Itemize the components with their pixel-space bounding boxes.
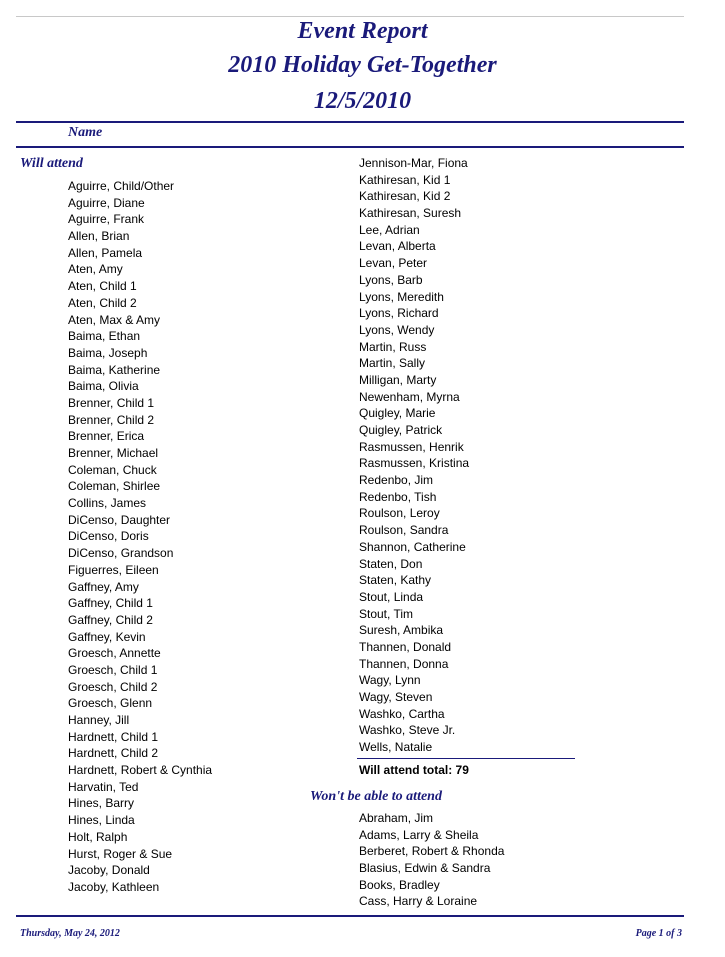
attendee-name: Aguirre, Child/Other: [68, 179, 175, 193]
will-attend-group-label: Will attend: [20, 156, 83, 171]
attendee-name: Groesch, Annette: [68, 646, 161, 661]
attendee-name: Blasius, Edwin & Sandra: [359, 861, 491, 876]
attendee-name: Newenham, Myrna: [359, 389, 460, 404]
attendee-name: Thannen, Donald: [359, 639, 452, 654]
attendee-name: Brenner, Child 1: [68, 395, 155, 410]
attendee-name: Lyons, Meredith: [359, 289, 444, 304]
will-attend-total: Will attend total: 79: [359, 763, 469, 777]
attendee-name: Rasmussen, Kristina: [359, 456, 470, 471]
attendee-name: Hardnett, Child 2: [68, 746, 159, 761]
attendee-name: Aguirre, Frank: [68, 212, 145, 227]
attendee-name: Jennison-Mar, Fiona: [359, 156, 468, 170]
will-attend-list-column-1: [68, 178, 212, 896]
attendee-name: Aten, Child 2: [68, 295, 137, 310]
report-title: Event Report: [297, 18, 428, 44]
attendee-name: Martin, Russ: [359, 339, 427, 354]
attendee-name: Hardnett, Robert & Cynthia: [68, 763, 213, 778]
attendee-name: Groesch, Glenn: [68, 696, 153, 711]
attendee-name: Coleman, Shirlee: [68, 479, 161, 494]
attendee-name: Stout, Tim: [359, 606, 414, 621]
attendee-name: Kathiresan, Kid 1: [359, 172, 451, 187]
attendee-name: Staten, Don: [359, 556, 423, 571]
attendee-name: Allen, Brian: [68, 229, 130, 244]
attendee-name: Adams, Larry & Sheila: [359, 827, 479, 842]
top-divider: [16, 16, 684, 17]
attendee-name: Groesch, Child 1: [68, 662, 158, 677]
attendee-name: Redenbo, Jim: [359, 473, 434, 488]
attendee-name: Hurst, Roger & Sue: [68, 846, 173, 861]
attendee-name: Cass, Harry & Loraine: [359, 894, 478, 909]
attendee-name: Suresh, Ambika: [359, 623, 444, 638]
attendee-name: Lee, Adrian: [359, 222, 420, 237]
attendee-name: Wells, Natalie: [359, 740, 433, 755]
attendee-name: Berberet, Robert & Rhonda: [359, 844, 505, 859]
attendee-name: Kathiresan, Kid 2: [359, 189, 451, 204]
attendee-name: Gaffney, Kevin: [68, 629, 146, 644]
attendee-name: DiCenso, Daughter: [68, 512, 171, 527]
attendee-name: Hardnett, Child 1: [68, 729, 159, 744]
attendee-name: DiCenso, Grandson: [68, 546, 174, 561]
attendee-name: Allen, Pamela: [68, 245, 143, 260]
attendee-name: Quigley, Patrick: [359, 423, 443, 437]
attendee-name: Milligan, Marty: [359, 372, 437, 387]
attendee-name: Kathiresan, Suresh: [359, 206, 462, 221]
attendee-name: Lyons, Wendy: [359, 322, 435, 337]
attendee-name: Jacoby, Kathleen: [68, 879, 160, 894]
attendee-name: Figuerres, Eileen: [68, 562, 159, 577]
footer-page-number: Page 1 of 3: [635, 928, 682, 939]
attendee-name: DiCenso, Doris: [68, 529, 149, 544]
attendee-name: Aten, Max & Amy: [68, 312, 161, 327]
attendee-name: Brenner, Child 2: [68, 412, 155, 427]
attendee-name: Quigley, Marie: [359, 406, 436, 421]
event-name: 2010 Holiday Get-Together: [228, 52, 497, 78]
attendee-name: Gaffney, Amy: [68, 579, 139, 594]
attendee-name: Collins, James: [68, 496, 147, 511]
event-date: 12/5/2010: [313, 88, 412, 114]
attendee-name: Stout, Linda: [359, 589, 424, 604]
attendee-name: Rasmussen, Henrik: [359, 439, 464, 454]
attendee-name: Thannen, Donna: [359, 656, 449, 671]
attendee-name: Hines, Linda: [68, 813, 135, 828]
attendee-name: Levan, Peter: [359, 256, 428, 271]
attendee-name: Staten, Kathy: [359, 573, 432, 588]
attendee-name: Baima, Katherine: [68, 362, 161, 377]
attendee-name: Aten, Child 1: [68, 279, 137, 294]
attendee-name: Brenner, Michael: [68, 446, 159, 460]
attendee-name: Aten, Amy: [68, 262, 123, 277]
attendee-name: Roulson, Leroy: [359, 506, 440, 521]
attendee-name: Books, Bradley: [359, 877, 440, 892]
attendee-name: Baima, Joseph: [68, 345, 148, 360]
attendee-name: Lyons, Richard: [359, 306, 439, 321]
attendee-name: Lyons, Barb: [359, 272, 423, 287]
attendee-name: Baima, Ethan: [68, 329, 141, 344]
attendee-name: Abraham, Jim: [359, 811, 434, 825]
attendee-name: Redenbo, Tish: [359, 489, 437, 504]
attendee-name: Hanney, Jill: [68, 713, 130, 727]
attendee-name: Washko, Steve Jr.: [359, 723, 456, 738]
wont-attend-list: [359, 810, 504, 910]
attendee-name: Levan, Alberta: [359, 239, 436, 254]
attendee-name: Roulson, Sandra: [359, 523, 449, 538]
attendee-name: Baima, Olivia: [68, 379, 139, 394]
attendee-name: Aguirre, Diane: [68, 195, 145, 210]
attendee-name: Coleman, Chuck: [68, 462, 157, 477]
attendee-name: Holt, Ralph: [68, 829, 128, 844]
attendee-name: Brenner, Erica: [68, 429, 145, 444]
will-attend-list-column-2: [359, 155, 469, 756]
attendee-name: Harvatin, Ted: [68, 779, 139, 794]
header-rule-bottom: [16, 146, 684, 148]
footer-rule: [16, 915, 684, 917]
attendee-name: Hines, Barry: [68, 796, 135, 811]
attendee-name: Washko, Cartha: [359, 706, 445, 721]
attendee-name: Shannon, Catherine: [359, 539, 466, 554]
attendee-name: Gaffney, Child 2: [68, 612, 153, 627]
attendee-name: Wagy, Lynn: [359, 673, 421, 688]
attendee-name: Groesch, Child 2: [68, 679, 158, 694]
attendee-name: Jacoby, Donald: [68, 863, 150, 878]
name-column-header: Name: [68, 125, 103, 140]
header-rule-top: [16, 121, 684, 123]
wont-attend-group-label: Won't be able to attend: [310, 789, 442, 804]
attendee-name: Wagy, Steven: [359, 690, 433, 704]
total-rule: [357, 758, 575, 759]
footer-date: Thursday, May 24, 2012: [20, 928, 120, 939]
attendee-name: Gaffney, Child 1: [68, 596, 153, 611]
attendee-name: Martin, Sally: [359, 356, 426, 371]
